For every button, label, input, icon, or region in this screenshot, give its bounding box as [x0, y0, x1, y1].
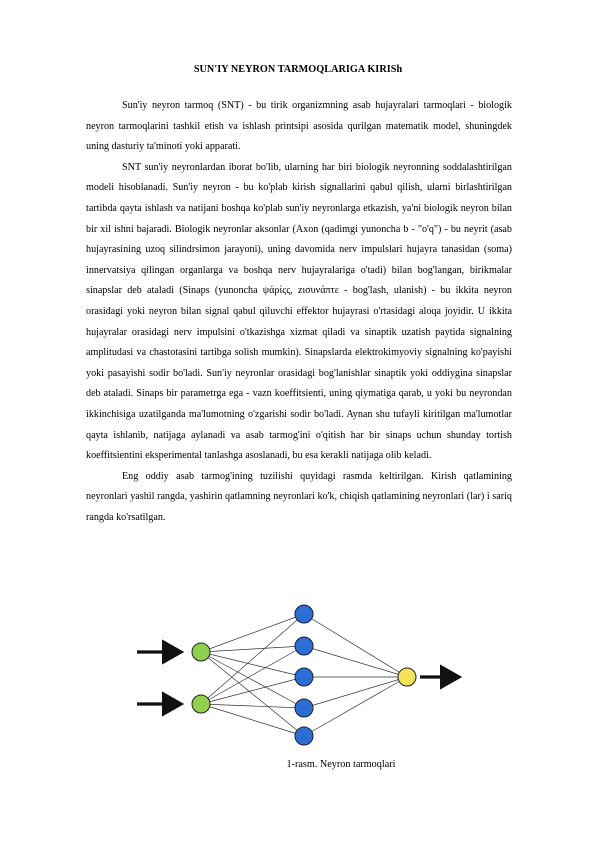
output-neuron-1	[398, 668, 416, 686]
paragraph-1: Sun'iy neyron tarmoq (SNT) - bu tirik organizmning asab hujayralari tarmoqlari - biologik neyron tarmoqlarini tashkil etish va ishlash printsipi asosida qurilgan matematik model, shuningdek uning dasturiy ta'minoti yoki apparati.	[86, 100, 512, 153]
neural-network-figure	[119, 594, 482, 750]
document-title: SUN'IY NEYRON TARMOQLARIGA KIRISh	[193, 64, 403, 75]
paragraph-2: SNT sun'iy neyronlardan iborat bo'lib, ularning har biri biologik neyronning soddalashtirilgan modeli hisoblanadi. Sun'iy neyron - bu ko'plab kirish signallarini qabul qilish, ularni birlashtirilgan tartibda qayta ishlash va natijani boshqa ko'plab sun'iy neyronlarga etkazish, ya'ni biologik neyron bilan bir xil ishni bajaradi. Biologik neyronlar aksonlar (Axon (qadimgi yunoncha b - "o'q") - bu neyrit (asab hujayrasining uzoq silindrsimon jarayoni), uning davomida nerv impulslari hujayra tanasidan (soma) innervatsiya qilingan organlarga va boshqa nerv hujayralariga o'tadi) bilan bog'langan, birikmalar sinapslar deb ataladi (Sinaps (yunoncha ψάρίςς, zισυνάπτε - bog'lash, ulanish) - bu ikkita neyron orasidagi yoki neyron bilan signal qabul qiluvchi effektor hujayrasi o'rtasidagi aloqa joyidir. U ikkita hujayralar orasidagi nerv impulsini o'tkazishga xizmat qiladi va sinaptik uzatish paytida signalning amplitudasi va chastotasini tartibga solish mumkin). Sinapslarda elektrokimyoviy signalning ko'payishi yoki pasayishi sodir bo'ladi. Sun'iy neyronlar orasidagi bog'lanishlar sinaptik yoki oddiygina sinapslar deb ataladi. Sinaps bir parametrga ega - vazn koeffitsienti, uning qiymatiga qarab, u yoki bu neyrondan ikkinchisiga uzatilganda ma'lumotning o'zgarishi sodir bo'ladi. Aynan shu tufayli kiritilgan ma'lumotlar qayta ishlanib, natijaga aylanadi va asab tarmog'ini o'qitish har bir sinaps uchun shunday tortish koeffitsientini eksperimental tanlashga asoslanadi, bu esa kerakli natijaga olib keladi.	[86, 161, 512, 462]
document-body	[86, 96, 512, 528]
hidden-neuron-5	[295, 727, 313, 745]
input-neuron-2	[192, 695, 210, 713]
hidden-neuron-1	[295, 605, 313, 623]
connection-input-2-hidden-2	[201, 646, 304, 704]
connection-hidden-1-output-1	[304, 614, 407, 677]
hidden-neuron-2	[295, 637, 313, 655]
figure-caption: 1-rasm. Neyron tarmoqlari	[286, 759, 396, 770]
connection-hidden-5-output-1	[304, 677, 407, 736]
paragraph-3: Eng oddiy asab tarmog'ining tuzilishi quyidagi rasmda keltirilgan. Kirish qatlamining neyronlari yashil rangda, yashirin qatlamning neyronlari ko'k, chiqish qatlamining neyronlari (lar) i sariq rangda ko'rsatilgan.	[86, 470, 512, 523]
connection-input-1-hidden-1	[201, 614, 304, 652]
connection-hidden-2-output-1	[304, 646, 407, 677]
input-neuron-1	[192, 643, 210, 661]
hidden-neuron-4	[295, 699, 313, 717]
connection-input-2-hidden-5	[201, 704, 304, 736]
connection-input-1-hidden-2	[201, 646, 304, 652]
connection-hidden-4-output-1	[304, 677, 407, 708]
connection-input-2-hidden-4	[201, 704, 304, 708]
neural-network-diagram	[119, 594, 482, 750]
hidden-neuron-3	[295, 668, 313, 686]
